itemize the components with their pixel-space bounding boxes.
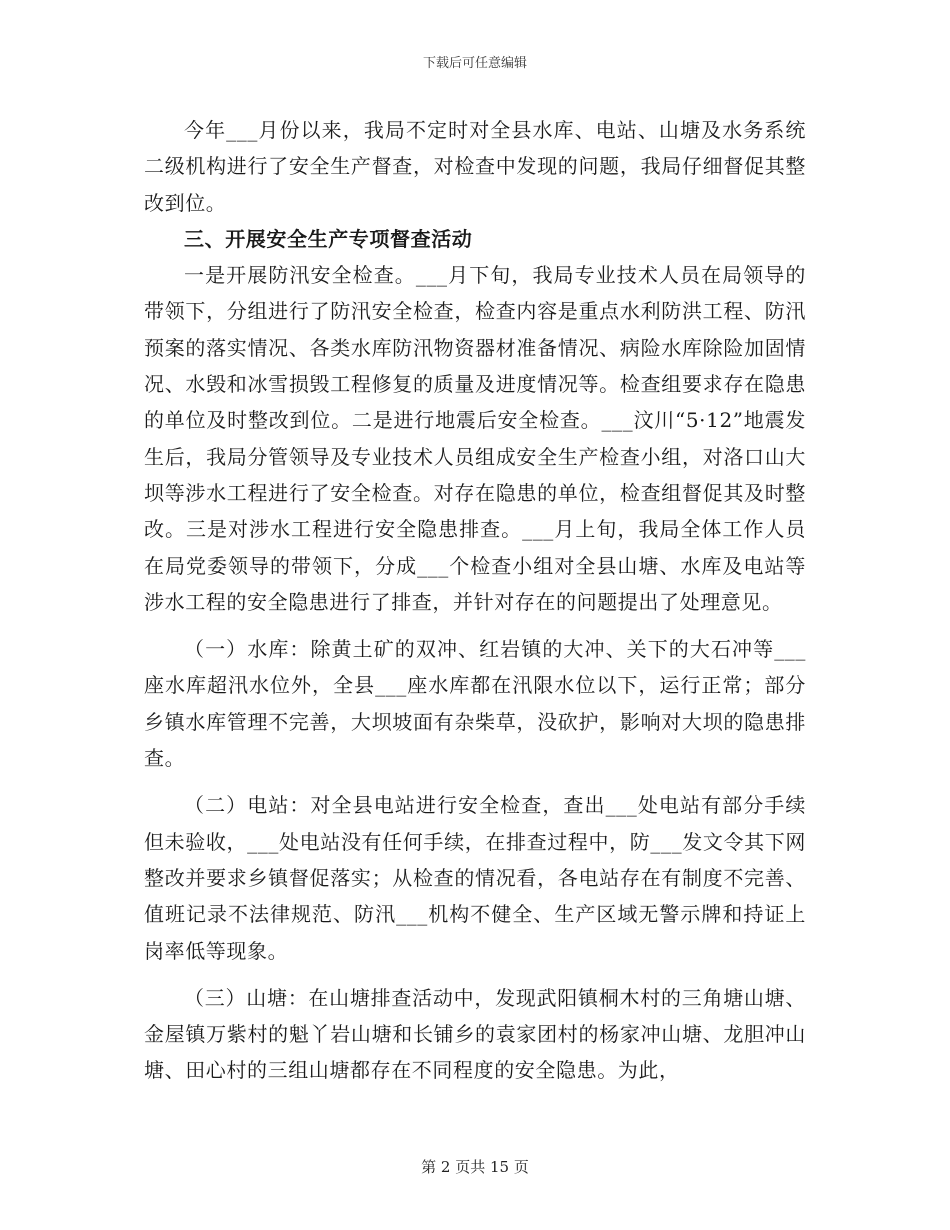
- section-heading: 三、开展安全生产专项督查活动: [184, 226, 473, 251]
- paragraph-reservoirs: （一）水库：除黄土矿的双冲、红岩镇的大冲、关下的大石冲等___座水库超汛水位外，全县___座水库都在汛限水位以下，运行正常；部分乡镇水库管理不完善，大坝坡面有杂柴草，没砍护，影响对大坝的隐患排查。: [144, 637, 806, 771]
- paragraph-power-stations: （二）电站：对全县电站进行安全检查，查出___处电站有部分手续但未验收，___处电站没有任何手续，在排查过程中，防___发文令其下网整改并要求乡镇督促落实；从检查的情况看，各电站存在有制度不完善、值班记录不法律规范、防汛___机构不健全、生产区域无警示牌和持证上岗率低等现象。: [144, 793, 806, 963]
- page-footer: 第 2 页共 15 页: [421, 1158, 529, 1176]
- paragraph-ponds: （三）山塘：在山塘排查活动中，发现武阳镇桐木村的三角塘山塘、金屋镇万紫村的魁丫岩山塘和长铺乡的袁家团村的杨家冲山塘、龙胆冲山塘、田心村的三组山塘都存在不同程度的安全隐患。为此，: [144, 985, 806, 1083]
- paragraph-inspections: 一是开展防汛安全检查。___月下旬，我局专业技术人员在局领导的带领下，分组进行了防汛安全检查，检查内容是重点水利防洪工程、防汛预案的落实情况、各类水库防汛物资器材准备情况、病险水库除险加固情况、水毁和冰雪损毁工程修复的质量及进度情况等。检查组要求存在隐患的单位及时整改到位。二是进行地震后安全检查。___汶川“5·12”地震发生后，我局分管领导及专业技术人员组成安全生产检查小组，对洛口山大坝等涉水工程进行了安全检查。对存在隐患的单位，检查组督促其及时整改。三是对涉水工程进行安全隐患排查。___月上旬，我局全体工作人员在局党委领导的带领下，分成___个检查小组对全县山塘、水库及电站等涉水工程的安全隐患进行了排查，并针对存在的问题提出了处理意见。: [144, 263, 806, 614]
- paragraph-intro: 今年___月份以来，我局不定时对全县水库、电站、山塘及水务系统二级机构进行了安全生产督查，对检查中发现的问题，我局仔细督促其整改到位。: [144, 118, 806, 215]
- document-body: [144, 112, 806, 1089]
- page-header: 下载后可任意编辑: [422, 56, 527, 71]
